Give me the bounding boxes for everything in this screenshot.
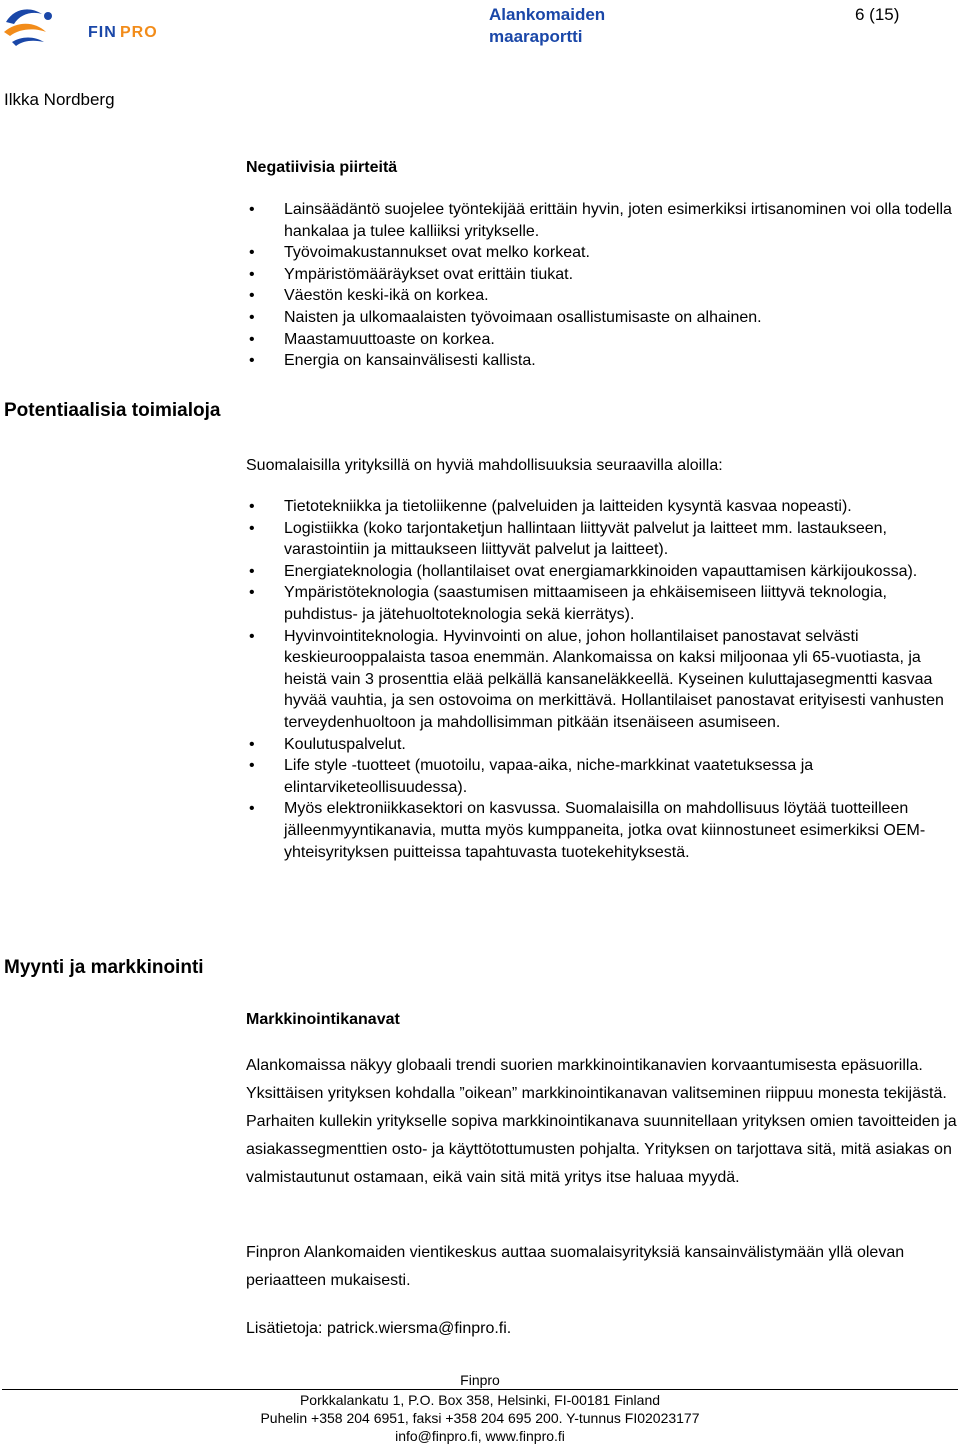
list-item: • Koulutuspalvelut. (246, 734, 958, 756)
page-number: 6 (15) (855, 5, 900, 24)
marketing-paragraph: Alankomaissa näkyy globaali trendi suorien markkinointikanavien korvaantumisesta epäsuorilla. Yksittäisen yrityksen kohdalla ”oikean” markkinointikanavan valitseminen riippuu monesta tekijästä. Parhaiten kullekin yritykselle sopiva markkinointikanava suunnitellaan yrityksen omien tavoitteiden ja asiakassegmenttien osto- ja käyttötottumusten pohjalta. Yrityksen on tarjottava sitä, mitä asiakas on valmistautunut ostamaan, eikä vain sitä mitä yritys itse haluaa myydä. (246, 1057, 957, 1186)
list-item: • Energia on kansainvälisesti kallista. (246, 350, 958, 372)
document-title: Alankomaiden maaraportti (489, 5, 606, 46)
list-item: • Ympäristömääräykset ovat erittäin tiukat. (246, 264, 958, 286)
marketing-subheading: Markkinointikanavat (246, 1011, 400, 1028)
list-item: • Ympäristöteknologia (saastumisen mittaamiseen ja ehkäisemiseen liittyvä teknologia, puhdistus- ja jätehuoltoteknologia sekä kierrätys). (246, 582, 958, 625)
list-item: • Maastamuuttoaste on korkea. (246, 329, 958, 351)
list-item: • Työvoimakustannukset ovat melko korkeat. (246, 242, 958, 264)
logo-text: FIN (88, 24, 117, 41)
negatives-heading: Negatiivisia piirteitä (246, 159, 398, 176)
finpro-logo (2, 2, 170, 46)
potential-list (246, 496, 958, 863)
list-item: • Hyvinvointiteknologia. Hyvinvointi on alue, johon hollantilaiset panostavat selvästi keskieurooppalaista tasoa enemmän. Alankomaissa on kaksi miljoonaa yli 65-vuotiasta, ja heistä vain 3 prosenttia elää pelkällä kansaneläkkeellä. Kyseinen kuluttajasegmentti kasvaa hyvää vauhtia, ja sen ostovoima on merkittävä. Hollantilaiset panostavat erityisesti vanhusten terveydenhuoltoon ja mahdollisimman pitkään itsenäiseen asumiseen. (246, 626, 958, 734)
potential-intro: Suomalaisilla yrityksillä on hyviä mahdollisuuksia seuraavilla aloilla: (246, 457, 723, 474)
list-item: • Myös elektroniikkasektori on kasvussa. Suomalaisilla on mahdollisuus löytää tuotteilleen jälleenmyyntikanavia, mutta myös kumppaneita, jotka ovat kiinnostuneet esimerkiksi OEM-yhteisyrityksen puitteissa tapahtuvasta tuotekehityksestä. (246, 798, 958, 863)
footer-address: Porkkalankatu 1, P.O. Box 358, Helsinki, FI-00181 Finland (299, 1392, 661, 1408)
potential-heading: Potentiaalisia toimialoja (4, 400, 221, 421)
list-item: • Energiateknologia (hollantilaiset ovat energiamarkkinoiden vapauttamisen kärkijoukossa). (246, 561, 958, 583)
list-item: • Naisten ja ulkomaalaisten työvoimaan osallistumisaste on alhainen. (246, 307, 958, 329)
footer-org: Finpro (460, 1372, 500, 1388)
marketing-paragraph: Finpron Alankomaiden vientikeskus auttaa suomalaisyrityksiä kansainvälistymään yllä olevan periaatteen mukaisesti. (246, 1244, 905, 1289)
marketing-heading: Myynti ja markkinointi (4, 957, 204, 978)
list-item: • Tietotekniikka ja tietoliikenne (palveluiden ja laitteiden kysyntä kasvaa nopeasti). (246, 496, 958, 518)
svg-text:PRO: PRO (120, 24, 158, 41)
list-item: • Logistiikka (koko tarjontaketjun hallintaan liittyvät palvelut ja laitteet mm. lastaukseen, varastointiin ja mittaukseen liittyvät palvelut ja laitteet). (246, 518, 958, 561)
list-item: • Väestön keski-ikä on korkea. (246, 285, 958, 307)
footer-web: info@finpro.fi, www.finpro.fi (395, 1428, 565, 1444)
list-item: • Life style -tuotteet (muotoilu, vapaa-aika, niche-markkinat vaatetuksessa ja elintarviketeollisuudessa). (246, 755, 958, 798)
list-item: • Lainsäädäntö suojelee työntekijää erittäin hyvin, joten esimerkiksi irtisanominen voi olla todella hankalaa ja tulee kalliiksi yritykselle. (246, 199, 958, 242)
contact-line: Lisätietoja: patrick.wiersma@finpro.fi. (246, 1320, 512, 1337)
footer-phone: Puhelin +358 204 6951, faksi +358 204 695 200. Y-tunnus FI02023177 (260, 1410, 700, 1426)
footer-divider (2, 1389, 958, 1390)
negatives-list (246, 199, 958, 372)
author-name: Ilkka Nordberg (4, 90, 115, 109)
